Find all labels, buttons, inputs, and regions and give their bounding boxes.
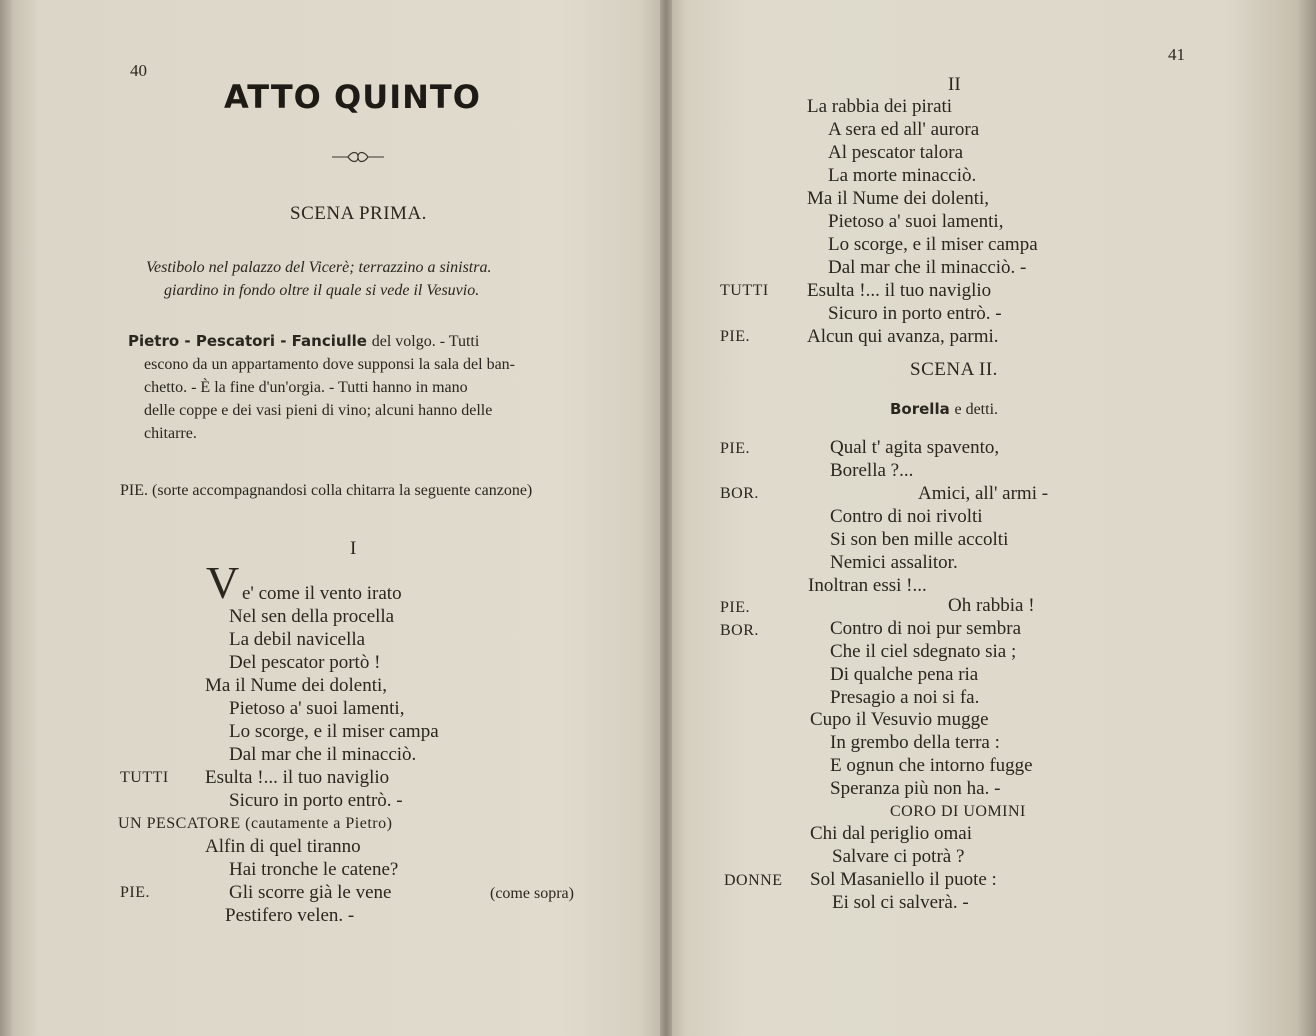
pie-intro: PIE. (sorte accompagnandosi colla chitarra la seguente canzone) bbox=[120, 482, 533, 499]
verse-line: Esulta !... il tuo naviglio bbox=[807, 280, 992, 301]
chorus-heading: CORO DI UOMINI bbox=[890, 803, 1026, 820]
verse-line: Nel sen della procella bbox=[229, 606, 395, 627]
verse-line: Qual t' agita spavento, bbox=[830, 437, 1000, 458]
speaker-label: TUTTI bbox=[120, 769, 169, 786]
page-number-left: 40 bbox=[130, 61, 147, 80]
verse-line: Al pescator talora bbox=[828, 142, 964, 163]
scene-title-left: SCENA PRIMA. bbox=[290, 203, 427, 224]
drop-cap: V bbox=[206, 557, 240, 608]
characters-rest: del volgo. - Tutti bbox=[371, 333, 480, 350]
speaker-label: UN PESCATORE (cautamente a Pietro) bbox=[118, 815, 393, 832]
speaker-label: PIE. bbox=[120, 884, 150, 901]
verse-line: e' come il vento irato bbox=[242, 583, 402, 604]
scene-characters bbox=[890, 398, 998, 421]
verse-line: Cupo il Vesuvio mugge bbox=[810, 709, 989, 730]
verse-line: Dal mar che il minacciò. - bbox=[828, 257, 1027, 278]
scene-title-right: SCENA II. bbox=[910, 359, 998, 380]
verse-line: Ma il Nume dei dolenti, bbox=[807, 188, 990, 209]
speaker-label: BOR. bbox=[720, 485, 759, 502]
speaker-label: BOR. bbox=[720, 622, 759, 639]
verse-line: Lo scorge, e il miser campa bbox=[828, 234, 1038, 255]
verse-line: Che il ciel sdegnato sia ; bbox=[830, 641, 1017, 662]
verse-line: Sol Masaniello il puote : bbox=[810, 869, 997, 890]
verse-line: A sera ed all' aurora bbox=[828, 119, 980, 140]
verse-line: Dal mar che il minacciò. bbox=[229, 744, 417, 765]
speaker-label: DONNE bbox=[724, 872, 783, 889]
verse-line: Pestifero velen. - bbox=[225, 905, 355, 926]
verse-line: Ei sol ci salverà. - bbox=[832, 892, 969, 913]
scene-chars-rest: e detti. bbox=[954, 401, 999, 418]
verse-line: Presagio a noi si fa. bbox=[830, 687, 980, 708]
verse-line: E ognun che intorno fugge bbox=[830, 755, 1033, 776]
verse-line: Si son ben mille accolti bbox=[830, 529, 1009, 550]
verse-line: Pietoso a' suoi lamenti, bbox=[229, 698, 405, 719]
verse-line: Salvare ci potrà ? bbox=[832, 846, 965, 867]
speaker-label: PIE. bbox=[720, 328, 750, 345]
verse-line: Amici, all' armi - bbox=[918, 483, 1049, 504]
verse-line: Hai tronche le catene? bbox=[229, 859, 399, 880]
verse-line: Esulta !... il tuo naviglio bbox=[205, 767, 390, 788]
verse-line: Del pescator portò ! bbox=[229, 652, 381, 673]
direction-line-2: chetto. - È la fine d'un'orgia. - Tutti hanno in mano bbox=[144, 379, 468, 396]
ornament-divider bbox=[330, 150, 386, 164]
book-gutter bbox=[660, 0, 672, 1036]
stanza-number-left: I bbox=[350, 538, 357, 559]
direction-line-3: delle coppe e dei vasi pieni di vino; alcuni hanno delle bbox=[144, 402, 493, 419]
direction-line-4: chitarre. bbox=[144, 425, 197, 442]
verse-line: La morte minacciò. bbox=[828, 165, 977, 186]
verse-line: Ma il Nume dei dolenti, bbox=[205, 675, 388, 696]
stage-aside: (come sopra) bbox=[490, 885, 574, 902]
verse-line: Di qualche pena ria bbox=[830, 664, 979, 685]
verse-line: Pietoso a' suoi lamenti, bbox=[828, 211, 1004, 232]
characters-bold: Pietro - Pescatori - Fanciulle bbox=[128, 332, 367, 350]
act-title: ATTO QUINTO bbox=[224, 78, 481, 116]
verse-line: Alcun qui avanza, parmi. bbox=[807, 326, 999, 347]
speaker-label: PIE. bbox=[720, 599, 750, 616]
characters-line bbox=[128, 330, 479, 353]
verse-line: La debil navicella bbox=[229, 629, 366, 650]
setting-line-1: Vestibolo nel palazzo del Vicerè; terrazzino a sinistra. bbox=[146, 259, 492, 276]
verse-line: Nemici assalitor. bbox=[830, 552, 958, 573]
direction-line-1: escono da un appartamento dove supponsi la sala del ban- bbox=[144, 356, 515, 373]
speaker-label: PIE. bbox=[720, 440, 750, 457]
scene-chars-bold: Borella bbox=[890, 400, 950, 418]
setting-line-2: giardino in fondo oltre il quale si vede il Vesuvio. bbox=[164, 282, 480, 299]
verse-line: Inoltran essi !... bbox=[808, 575, 927, 596]
verse-line: La rabbia dei pirati bbox=[807, 96, 953, 117]
right-page bbox=[666, 0, 1316, 1036]
verse-line: Chi dal periglio omai bbox=[810, 823, 973, 844]
verse-line: Contro di noi rivolti bbox=[830, 506, 983, 527]
speaker-label: TUTTI bbox=[720, 282, 769, 299]
verse-line: Contro di noi pur sembra bbox=[830, 618, 1022, 639]
verse-line: Oh rabbia ! bbox=[948, 595, 1035, 616]
verse-line: Sicuro in porto entrò. - bbox=[229, 790, 403, 811]
verse-line: Alfin di quel tiranno bbox=[205, 836, 361, 857]
verse-line: In grembo della terra : bbox=[830, 732, 1000, 753]
verse-line: Speranza più non ha. - bbox=[830, 778, 1001, 799]
verse-line: Borella ?... bbox=[830, 460, 914, 481]
stanza-number-right: II bbox=[948, 74, 961, 95]
verse-line: Sicuro in porto entrò. - bbox=[828, 303, 1002, 324]
verse-line: Gli scorre già le vene bbox=[229, 882, 392, 903]
verse-line: Lo scorge, e il miser campa bbox=[229, 721, 439, 742]
page-number-right: 41 bbox=[1168, 45, 1185, 64]
